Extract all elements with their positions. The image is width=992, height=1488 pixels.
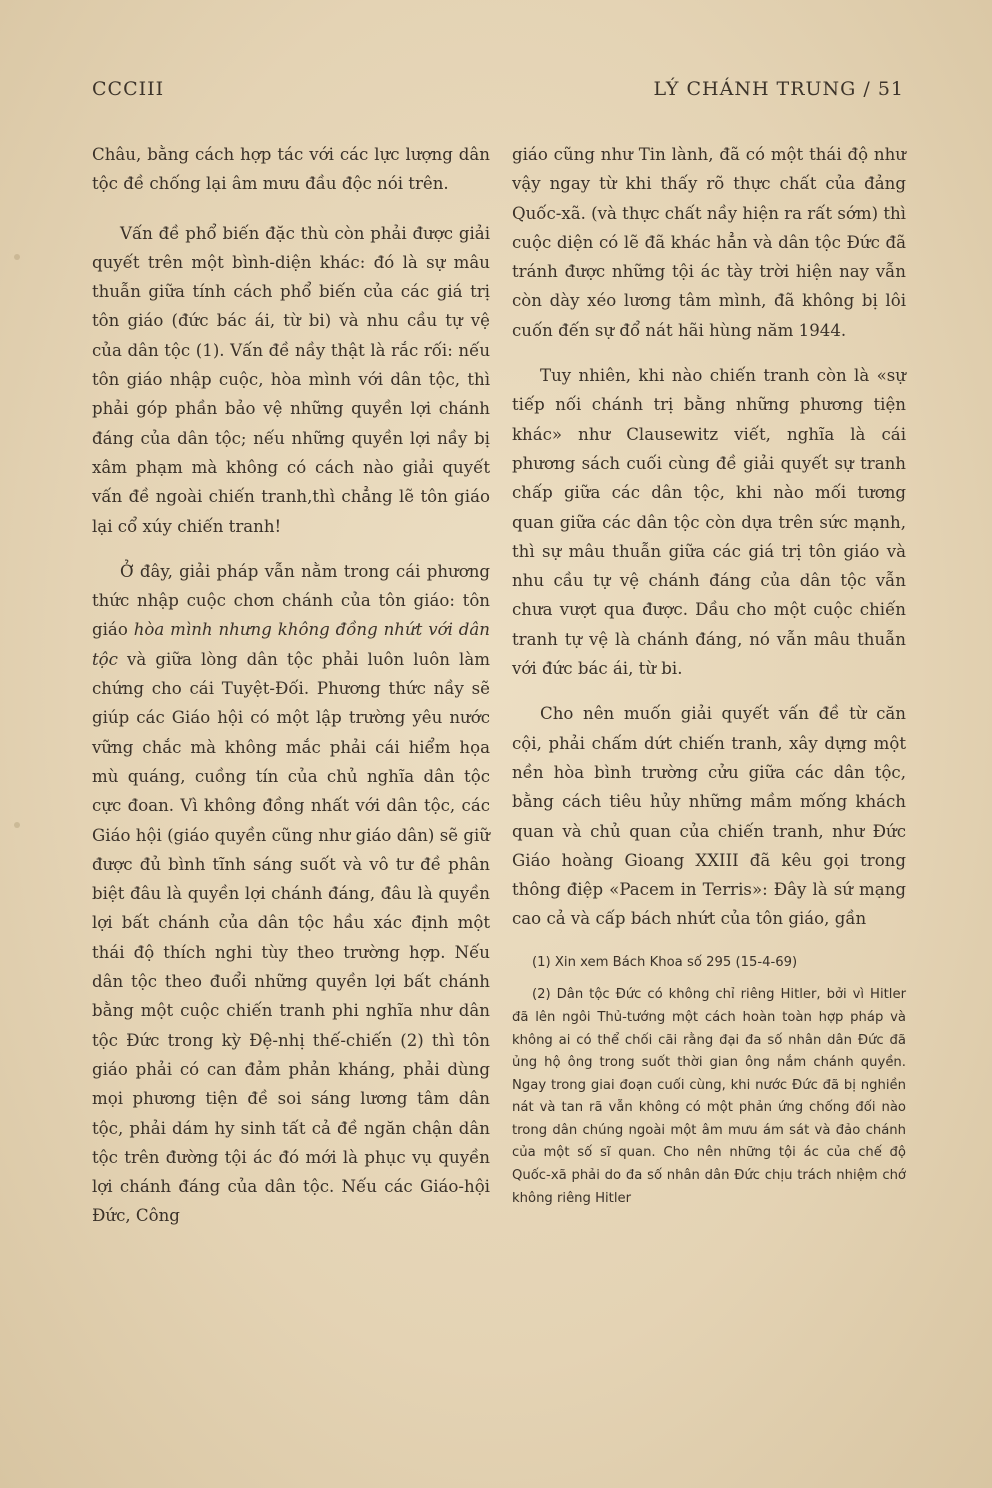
running-header — [92, 78, 904, 108]
footnotes — [512, 952, 906, 1211]
paragraph: Cho nên muốn giải quyết vấn đề từ căn cội, phải chấm dứt chiến tranh, xây dựng một nền hòa bình trường cửu giữa các dân tộc, bằng cách tiêu hủy những mầm mống khách quan và chủ quan của chiến tranh, như Đức Giáo hoàng Gioang XXIII đã kêu gọi trong thông điệp «Pacem in Terris»: Đây là sứ mạng cao cả và cấp bách nhứt của tôn giáo, gần — [512, 704, 906, 929]
paragraph — [92, 557, 490, 1231]
left-column — [92, 140, 490, 1231]
paragraph: Tuy nhiên, khi nào chiến tranh còn là «sự tiếp nối chánh trị bằng những phương tiện khác» như Clausewitz viết, nghĩa là cái phương sách cuối cùng đề giải quyết sự tranh chấp giữa các dân tộc, khi nào mối tương quan giữa các dân tộc còn dựa trên sức mạnh, thì sự mâu thuẫn giữa các giá trị tôn giáo và nhu cầu tự vệ chánh đáng của dân tộc vẫn chưa vượt qua được. Dầu cho một cuộc chiến tranh tự vệ là chánh đáng, nó vẫn mâu thuẫn với đức bác ái, từ bi. — [512, 366, 906, 679]
footnote-2: (2) Dân tộc Đức có không chỉ riêng Hitler, bởi vì Hitler đã lên ngôi Thủ-tướng một cách hoàn toàn hợp pháp và không ai có thể chối cãi rằng đại đa số nhân dân Đức đã ủng hộ ông trong suốt thời gian ông nắm chánh quyền. Ngay trong giai đoạn cuối cùng, khi nước Đức đã bị nghiền nát và tan rã vẫn không có một phản ứng chống đối nào trong dân chúng ngoài một âm mưu ám sát và đảo chánh của một số sĩ quan. Cho nên những tội ác của chế độ Quốc-xã phải do đa số nhân dân Đức chịu trách nhiệm chớ không riêng Hitler — [512, 987, 906, 1206]
paragraph: Vấn đề phổ biến đặc thù còn phải được giải quyết trên một bình-diện khác: đó là sự mâu thuẫn giữa tính cách phổ biến của các giá trị tôn giáo (đức bác ái, từ bi) và nhu cầu tự vệ của dân tộc (1). Vấn đề nầy thật là rắc rối: nếu tôn giáo nhập cuộc, hòa mình với dân tộc, thì phải góp phần bảo vệ những quyền lợi chánh đáng của dân tộc; nếu những quyền lợi nầy bị xâm phạm mà không có cách nào giải quyết vấn đề ngoài chiến tranh,thì chẳng lẽ tôn giáo lại cổ xúy chiến tranh! — [92, 223, 490, 536]
paragraph-text: và giữa lòng dân tộc phải luôn luôn làm chứng cho cái Tuyệt-Đối. Phương thức nầy sẽ giúp các Giáo hội có một lập trường yêu nước vững chắc mà không mắc phải cái hiểm họa mù quáng, cuồng tín của chủ nghĩa dân tộc cực đoan. Vì không đồng nhất với dân tộc, các Giáo hội (giáo quyền cũng như giáo dân) sẽ giữ được đủ bình tĩnh sáng suốt và vô tư đề phân biệt đâu là quyền lợi chánh đáng, đâu là quyền lợi bất chánh của dân tộc hầu xác định một thái độ thích nghi tùy theo trường hợp. Nếu dân tộc theo đuổi những quyền lợi bất chánh bằng một cuộc chiến tranh phi nghĩa như dân tộc Đức trong kỳ Đệ-nhị thế-chiến (2) thì tôn giáo phải có can đảm phản kháng, phải dùng mọi phương tiện đề soi sáng lương tâm dân tộc, phải dám hy sinh tất cả đề ngăn chận dân tộc trên đường tội ác đó mới là phục vụ quyền lợi chánh đáng của dân tộc. Nếu các Giáo-hội Đức, Công — [92, 649, 490, 1226]
footnote-1: (1) Xin xem Bách Khoa số 295 (15-4-69) — [532, 954, 798, 970]
paragraph: giáo cũng như Tin lành, đã có một thái độ như vậy ngay từ khi thấy rõ thực chất của đảng Quốc-xã. (và thực chất nầy hiện ra rất sớm) thì cuộc diện có lẽ đã khác hẳn và dân tộc Đức đã tránh được những tội ác tày trời hiện nay vẫn còn dày xéo lương tâm mình, đã không bị lôi cuốn đến sự đổ nát hãi hùng năm 1944. — [512, 145, 906, 340]
paragraph-text: Ở đây, giải pháp vẫn nằm trong cái phương thức nhập cuộc chơn chánh của tôn giáo: tôn giáo — [92, 561, 490, 640]
paragraph: Châu, bằng cách hợp tác với các lực lượng dân tộc đề chống lại âm mưu đầu độc nói trên. — [92, 145, 490, 194]
page-roman-numeral: CCCIII — [92, 78, 165, 100]
author-page-number: LÝ CHÁNH TRUNG / 51 — [653, 78, 904, 100]
italic-phrase: hòa mình nhưng không đồng nhứt với dân tộc — [92, 620, 490, 669]
paper-stain — [14, 822, 20, 828]
right-column — [512, 140, 906, 1210]
paper-stain — [14, 254, 20, 260]
